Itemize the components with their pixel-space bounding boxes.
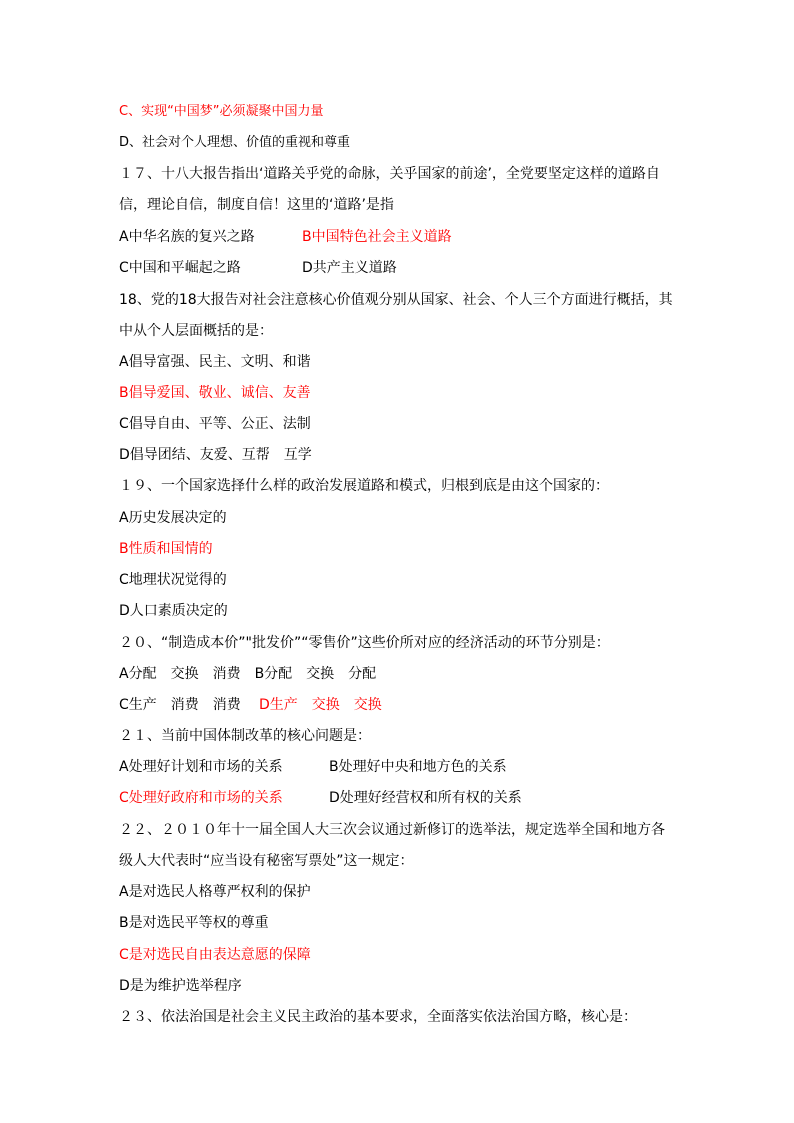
q22-option-d: D是为维护选举程序 [119, 978, 242, 994]
q20-option-c: C生产 消费 消费 [119, 697, 241, 713]
q17-option-c: C中国和平崛起之路 [119, 260, 241, 276]
q16-option-c-answer: C、实现“中国梦”必须凝聚中国力量 [119, 104, 324, 119]
q22-option-a: A是对选民人格尊严权利的保护 [119, 884, 311, 900]
q19-option-b-answer: B性质和国情的 [119, 541, 213, 557]
q17-option-a: A中华名族的复兴之路 [119, 229, 255, 245]
q19-stem: １９、一个国家选择什么样的政治发展道路和模式，归根到底是由这个国家的： [119, 478, 609, 494]
q17-option-d: D共产主义道路 [302, 260, 397, 276]
q17-stem-line1: １７、十八大报告指出‘道路关乎党的命脉，关乎国家的前途’，全党要坚定这样的道路自 [119, 166, 660, 182]
q18-option-c: C倡导自由、平等、公正、法制 [119, 416, 311, 432]
q20-option-d-answer: D生产 交换 交换 [259, 697, 382, 713]
q18-stem-line2: 中从个人层面概括的是： [119, 323, 273, 339]
q19-option-d: D人口素质决定的 [119, 603, 228, 619]
q21-option-a: A处理好计划和市场的关系 [119, 759, 283, 775]
q19-option-a: A历史发展决定的 [119, 510, 227, 526]
q22-option-c-answer: C是对选民自由表达意愿的保障 [119, 947, 311, 963]
q18-option-d: D倡导团结、友爱、互帮 互学 [119, 447, 312, 463]
q18-option-b-answer: B倡导爱国、敬业、诚信、友善 [119, 385, 311, 401]
q16-option-d: D、社会对个人理想、价值的重视和尊重 [119, 135, 351, 150]
q17-stem-line2: 信，理论自信，制度自信！这里的‘道路’是指 [119, 197, 394, 213]
q17-option-b-answer: B中国特色社会主义道路 [302, 229, 452, 245]
q20-options-a-b: A分配 交换 消费 B分配 交换 分配 [119, 666, 377, 682]
q23-stem: ２３、依法治国是社会主义民主政治的基本要求，全面落实依法治国方略，核心是： [119, 1009, 637, 1025]
q22-option-b: B是对选民平等权的尊重 [119, 915, 269, 931]
q22-stem-line2: 级人大代表时“应当设有秘密写票处”这一规定： [119, 853, 414, 869]
q20-stem: ２０、“制造成本价”"批发价”“零售价”这些价所对应的经济活动的环节分别是： [119, 635, 610, 651]
q21-stem: ２１、当前中国体制改革的核心问题是： [119, 728, 371, 744]
q22-stem-line1: ２２、２０１０年十一届全国人大三次会议通过新修订的选举法，规定选举全国和地方各 [119, 822, 665, 838]
q18-stem-line1: 18、党的18大报告对社会注意核心价值观分别从国家、社会、个人三个方面进行概括，其 [119, 292, 673, 308]
q19-option-c: C地理状况觉得的 [119, 572, 227, 588]
q21-option-c-answer: C处理好政府和市场的关系 [119, 790, 283, 806]
q21-option-d: D处理好经营权和所有权的关系 [329, 790, 522, 806]
q18-option-a: A倡导富强、民主、文明、和谐 [119, 354, 311, 370]
q21-option-b: B处理好中央和地方色的关系 [329, 759, 507, 775]
